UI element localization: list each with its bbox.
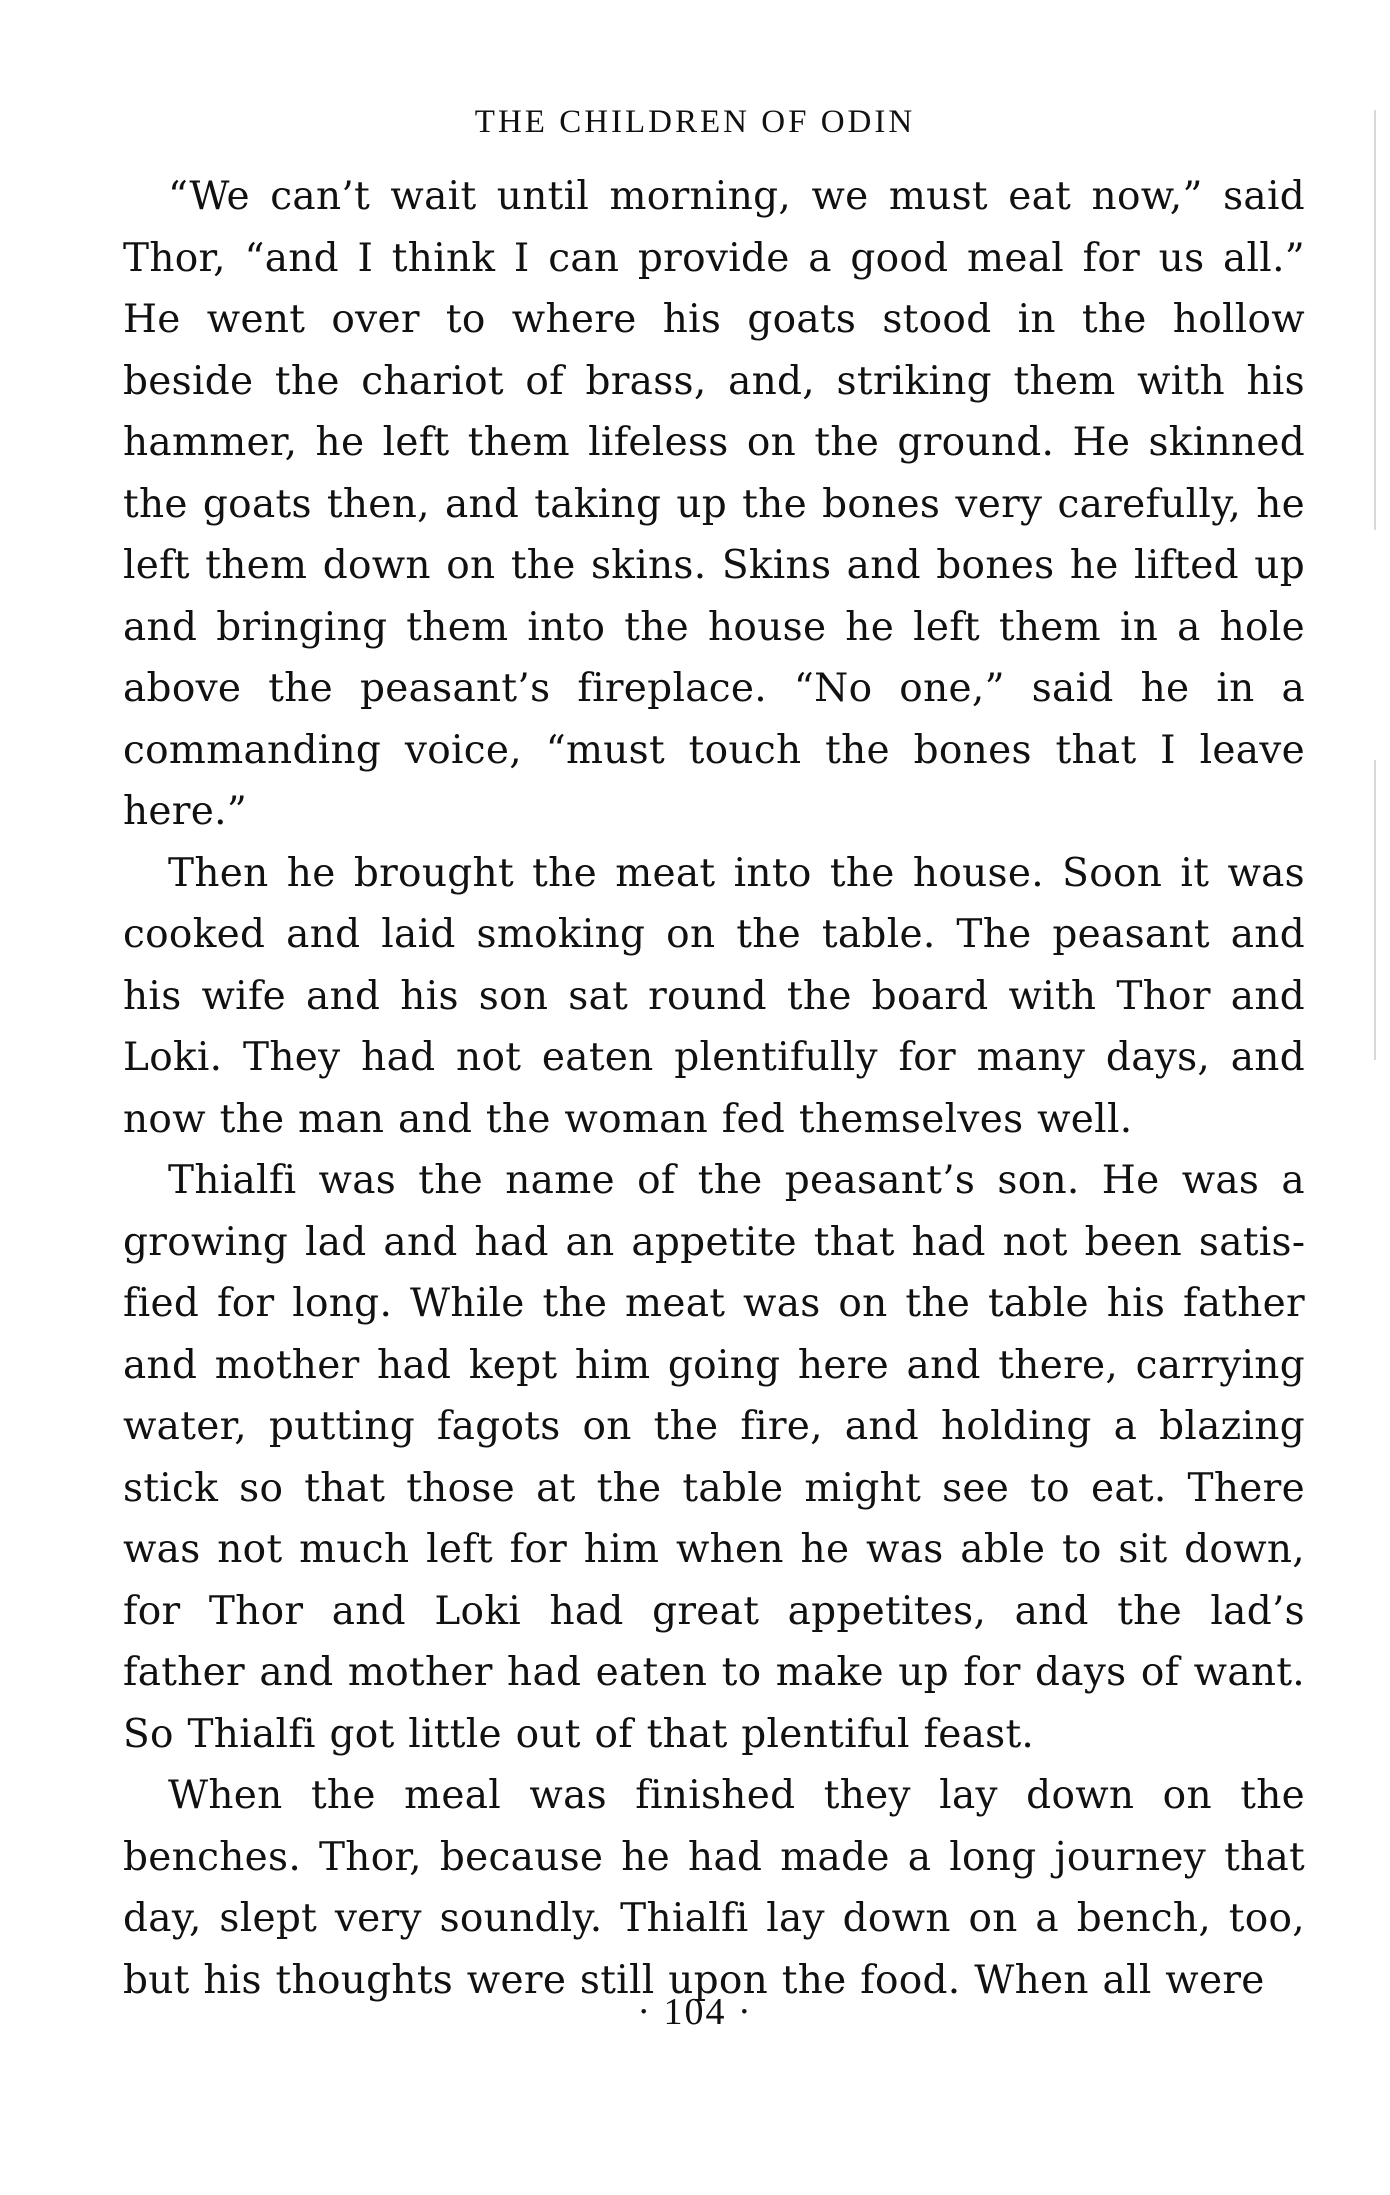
- page-edge-shadow: [1374, 760, 1376, 1060]
- body-text: [123, 166, 1305, 2011]
- paragraph-3: Thialfi was the name of the peasant’s son. He was a growing lad and had an appetite that had not been satisfied for long. While the meat was on the table his father and mother had kept him going here and there, carrying water, putting fagots on the fire, and holding a blazing stick so that those at the table might see to eat. There was not much left for him when he was able to sit down, for Thor and Loki had great appetites, and the lad’s father and mother had eaten to make up for days of want. So Thialfi got little out of that plentiful feast.: [123, 1158, 1305, 1757]
- page-edge-shadow: [1374, 110, 1376, 530]
- paragraph-2: Then he brought the meat into the house. Soon it was cooked and laid smoking on the table. The peasant and his wife and his son sat round the board with Thor and Loki. They had not eaten plentifully for many days, and now the man and the woman fed themselves well.: [123, 850, 1305, 1142]
- running-head: THE CHILDREN OF ODIN: [474, 104, 916, 140]
- paragraph-1: “We can’t wait until morning, we must eat now,” said Thor, “and I think I can provide a good meal for us all.” He went over to where his goats stood in the hollow beside the chariot of brass, and, striking them with his hammer, he left them lifeless on the ground. He skinned the goats then, and taking up the bones very carefully, he left them down on the skins. Skins and bones he lifted up and bringing them into the house he left them in a hole above the peasant’s fireplace. “No one,” said he in a commanding voice, “must touch the bones that I leave here.”: [123, 174, 1305, 834]
- page-number: · 104 ·: [637, 1991, 753, 2033]
- paragraph-4: When the meal was finished they lay down on the benches. Thor, because he had made a long journey that day, slept very soundly. Thialfi lay down on a bench, too, but his thoughts were still upon the food. When all were: [123, 1773, 1305, 2003]
